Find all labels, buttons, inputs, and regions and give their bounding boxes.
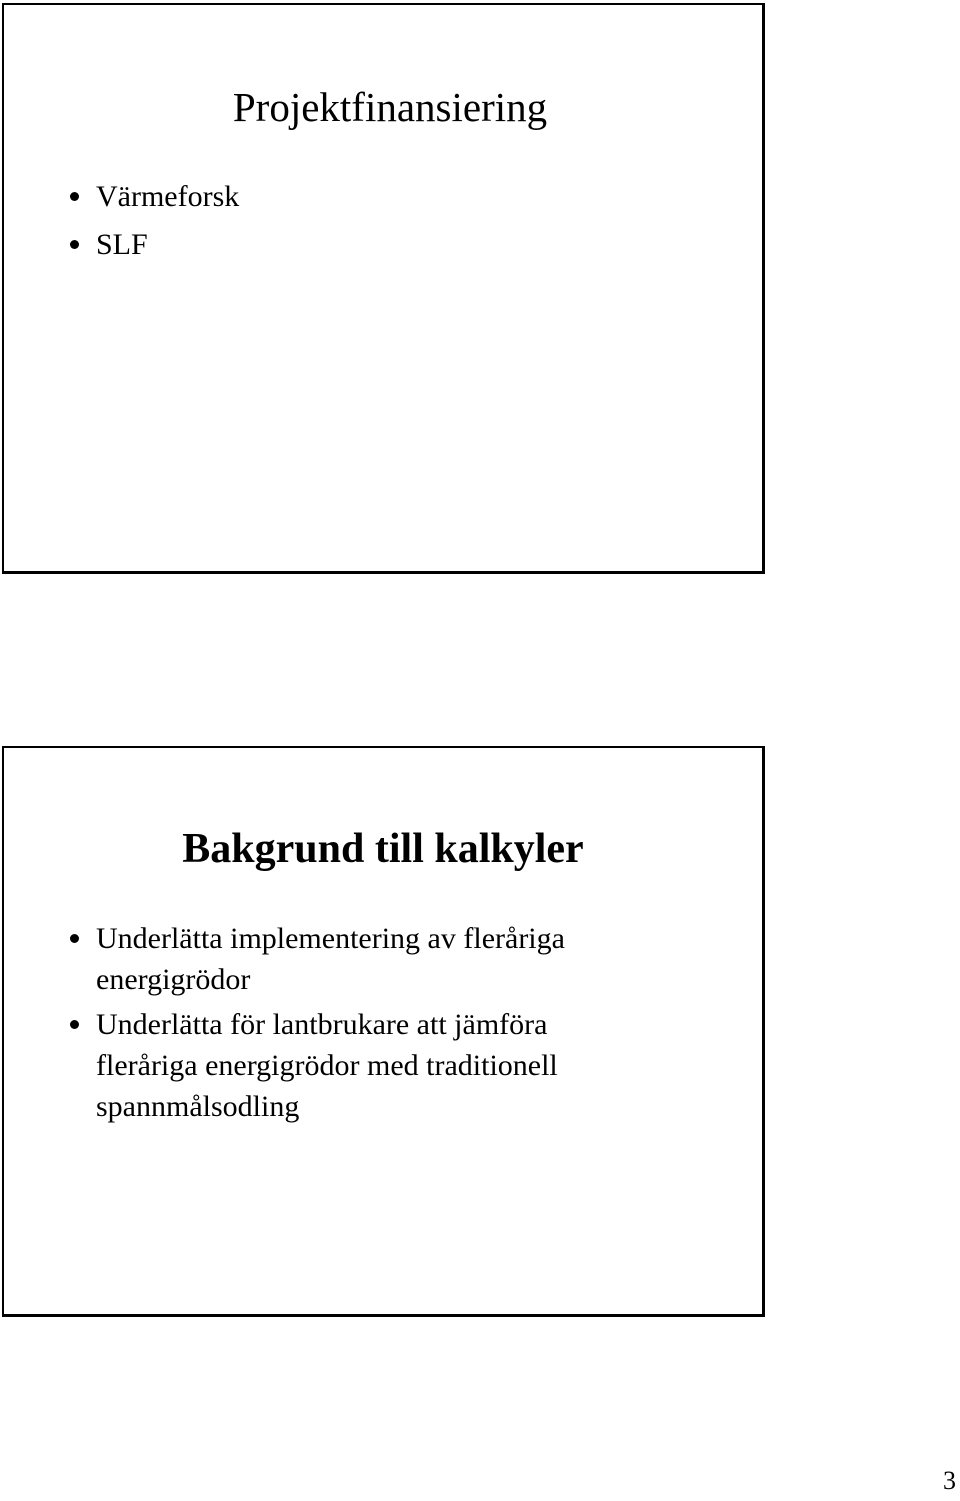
list-item bbox=[66, 1004, 626, 1127]
bullet-list bbox=[66, 176, 239, 272]
bullet-text: Värmeforsk bbox=[96, 180, 240, 213]
bullet-text-line: Underlätta för lantbrukare att jämföra bbox=[96, 1008, 548, 1041]
page-number: 3 bbox=[943, 1466, 956, 1495]
list-item bbox=[66, 224, 239, 265]
bullet-text: SLF bbox=[96, 228, 148, 261]
bullet-text-line: energigrödor bbox=[96, 963, 251, 996]
bullet-icon bbox=[70, 192, 79, 201]
bullet-list bbox=[66, 918, 626, 1127]
slide-title: Bakgrund till kalkyler bbox=[182, 826, 584, 872]
slide-projektfinansiering bbox=[2, 3, 765, 574]
bullet-icon bbox=[70, 240, 79, 249]
slide-title: Projektfinansiering bbox=[232, 84, 548, 130]
list-item bbox=[66, 918, 626, 1000]
bullet-text-line: Underlätta implementering av fleråriga bbox=[96, 922, 565, 955]
bullet-icon bbox=[70, 934, 79, 943]
bullet-text-line: fleråriga energigrödor med traditionell bbox=[96, 1049, 558, 1082]
list-item bbox=[66, 176, 239, 217]
slide-bakgrund-till-kalkyler bbox=[2, 746, 765, 1317]
bullet-icon bbox=[70, 1020, 79, 1029]
bullet-text-line: spannmålsodling bbox=[96, 1090, 300, 1123]
